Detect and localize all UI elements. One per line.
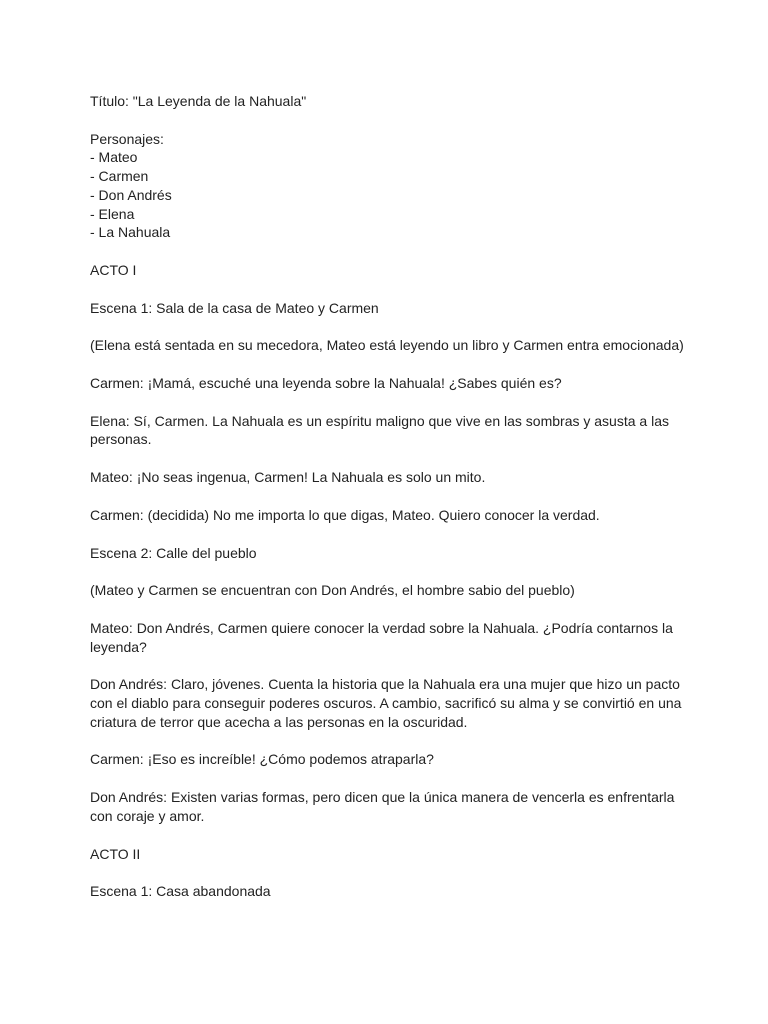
character-item: - Don Andrés: [90, 186, 172, 203]
dialogue-text: Elena: Sí, Carmen. La Nahuala es un espíritu maligno que vive en las sombras y asusta a las: [90, 412, 669, 429]
dialogue-text: con coraje y amor.: [90, 807, 205, 824]
act-heading: ACTO II: [90, 845, 141, 862]
stage-direction: (Elena está sentada en su mecedora, Mateo está leyendo un libro y Carmen entra emocionada): [90, 337, 684, 354]
dialogue-text: leyenda?: [90, 638, 147, 655]
characters-section: [90, 130, 690, 242]
dialogue-text: Don Andrés: Claro, jóvenes. Cuenta la historia que la Nahuala era una mujer que hizo un pacto: [90, 676, 680, 693]
character-item: - Carmen: [90, 168, 149, 185]
dialogue-line: [90, 788, 690, 825]
dialogue-line: Mateo: ¡No seas ingenua, Carmen! La Nahuala es solo un mito.: [90, 469, 486, 486]
document-title: Título: "La Leyenda de la Nahuala": [90, 93, 307, 109]
dialogue-text: Mateo: Don Andrés, Carmen quiere conocer la verdad sobre la Nahuala. ¿Podría contarnos la: [90, 619, 673, 636]
dialogue-line: Carmen: (decidida) No me importa lo que digas, Mateo. Quiero conocer la verdad.: [90, 506, 600, 523]
dialogue-line: [90, 675, 690, 731]
act-heading: ACTO I: [90, 261, 137, 278]
document-page: [90, 92, 690, 920]
character-item: - Mateo: [90, 149, 138, 166]
character-item: - Elena: [90, 205, 135, 222]
scene-heading: Escena 2: Calle del pueblo: [90, 544, 257, 561]
dialogue-line: [90, 412, 690, 449]
dialogue-text: Don Andrés: Existen varias formas, pero dicen que la única manera de vencerla es enfrentarla: [90, 789, 675, 806]
character-item: - La Nahuala: [90, 224, 171, 241]
dialogue-text: criatura de terror que acecha a las personas en la oscuridad.: [90, 713, 468, 730]
dialogue-line: Carmen: ¡Eso es increíble! ¿Cómo podemos atraparla?: [90, 751, 434, 768]
scene-heading: Escena 1: Sala de la casa de Mateo y Carmen: [90, 299, 379, 316]
dialogue-text: con el diablo para conseguir poderes oscuros. A cambio, sacrificó su alma y se convirtió en una: [90, 695, 682, 712]
stage-direction: (Mateo y Carmen se encuentran con Don Andrés, el hombre sabio del pueblo): [90, 582, 575, 599]
characters-heading: Personajes:: [90, 130, 164, 147]
dialogue-line: [90, 619, 690, 656]
dialogue-line: Carmen: ¡Mamá, escuché una leyenda sobre la Nahuala! ¿Sabes quién es?: [90, 375, 562, 392]
scene-heading: Escena 1: Casa abandonada: [90, 883, 271, 900]
dialogue-text: personas.: [90, 431, 152, 448]
